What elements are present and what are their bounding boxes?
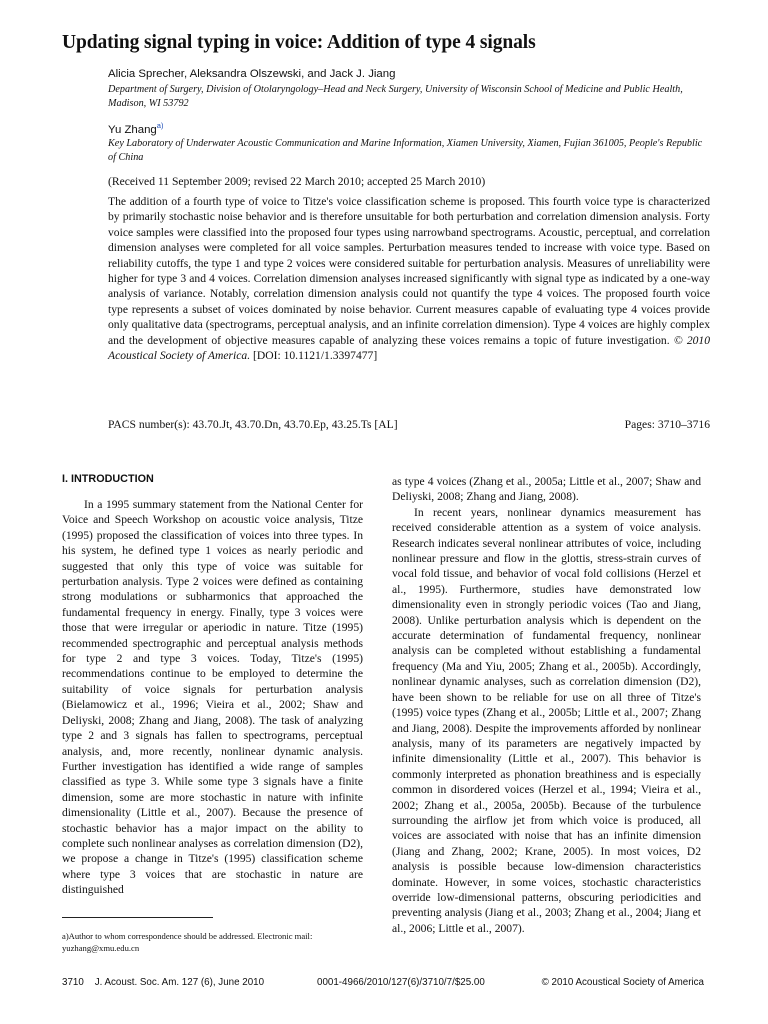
received-dates: (Received 11 September 2009; revised 22 March 2010; accepted 25 March 2010) [108,175,486,188]
paper-title: Updating signal typing in voice: Addition of type 4 signals [62,32,536,53]
affiliation-2: Key Laboratory of Underwater Acoustic Communication and Marine Information, Xiamen University, Xiamen, Fujian 361005, People's Republic of China [108,138,703,163]
authors-group-1: Alicia Sprecher, Aleksandra Olszewski, and Jack J. Jiang [108,68,396,80]
footnote: a)Author to whom correspondence should be addressed. Electronic mail: yuzhang@xmu.edu.cn [62,931,313,954]
pacs-line [108,418,710,431]
abstract-text: The addition of a fourth type of voice to Titze's voice classification scheme is proposed. This fourth voice type is characterized by primarily stochastic noise behavior and is therefore unsuitable for both perturbation and correlation dimension analysis. Forty voice samples were classified into the proposed four types using narrowband spectrograms. Acoustic, perceptual, and correlation dimension analyses were completed for all voice samples. Perturbation measures tended to increase with voice type. Based on reliability cutoffs, the type 1 and type 2 voices were considered suitable for perturbation analysis. Measures of unreliability were higher for type 3 and 4 voices. Correlation dimension analyses increased significantly with signal type as indicated by a one-way analysis of variance. Notably, correlation dimension analysis could not quantify the type 4 voices. The proposed fourth voice type represents a subset of voices dominated by noise behavior. Current measures capable of evaluating type 4 voices provide only qualitative data (spectrograms, perceptual analysis, and an infinite correlation dimension). Type 4 voices are highly complex and the development of objective measures capable of analyzing these voices remains a topic of future investigation. [108,195,710,347]
author-2-footnote-mark[interactable]: a) [156,121,164,130]
footer-journal: J. Acoust. Soc. Am. 127 (6), June 2010 [94,977,265,988]
footnote-divider [62,917,213,918]
paragraph: In recent years, nonlinear dynamics measurement has received considerable attention as a system of voice analysis. Research indicates several nonlinear attributes of voice, including nonlinear pressure and flow in the glottis, stress-strain curves of vocal fold tissue, and behavior of vocal fold collisions (Herzel et al., 1995). Furthermore, studies have demonstrated low dimensionality even in strongly periodic voices (Tao and Jiang, 2008). Unlike perturbation analysis which is dependent on the accurate determination of fundamental frequency, nonlinear analysis can be completed without establishing a fundamental frequency (Ma and Yiu, 2005; Zhang et al., 2005b). Accordingly, nonlinear dynamic analyses, such as correlation dimension (D2), have been shown to be reliable for use on all three of Titze's (1995) voice types (Zhang et al., 2005b; Little et al., 2007; Zhang and Jiang, 2008). Despite the improvements afforded by nonlinear analysis, many of its parameters are negatively impacted by infinite dimensionality (Little et al., 2007). This behavior is commonly interpreted as phonation breathiness and is especially common in disordered voices (Herzel et al., 1994; Vieira et al., 2002; Zhang et al., 2005a, 2005b). Because of the turbulence surrounding the airflow jet from which voice is produced, all voices are associated with noise that has an infinite dimension (Jiang and Zhang, 2002; Krane, 2005). In most voices, D2 analysis is possible because low-dimension characteristics dominate. However, in some voices, stochastic characteristics override low-dimensional patterns, obscuring periodicities and preventing analysis (Jiang et al., 2003; Zhang et al., 2004; Jiang et al., 2006; Little et al., 2007). [392,505,701,935]
author-2-name: Yu Zhang [108,123,157,136]
affiliation-1: Department of Surgery, Division of Otolaryngology–Head and Neck Surgery, University of Wisconsin School of Medicine and Public Health, Madison, WI 53792 [108,84,683,109]
doi[interactable]: [DOI: 10.1121/1.3397477] [253,349,378,363]
column-right [392,474,701,936]
paragraph-continuation: as type 4 voices (Zhang et al., 2005a; Little et al., 2007; Shaw and Deliyski, 2008; Zhang and Jiang, 2008). [392,475,701,504]
section-heading: I. INTRODUCTION [62,473,154,485]
abstract [108,194,710,363]
author-2 [108,121,163,136]
page-range: Pages: 3710–3716 [624,418,710,431]
column-left: In a 1995 summary statement from the National Center for Voice and Speech Workshop on acoustic voice analysis, Titze (1995) proposed the classification of voices into three types. In his system, he defined type 1 voices as nearly periodic and suggested that only this type of voice was suitable for perturbation analysis. Type 2 voices were defined as containing strong modulations or subharmonics that approached the fundamental frequency in energy. Finally, type 3 voices were those that were irregular or aperiodic in nature. Titze (1995) recommended spectrographic and perceptual analysis methods for type 2 and type 3 voices. Today, Titze's (1995) recommendations continue to be employed to determine the suitability of voice signals for perturbation analysis (Bielamowicz et al., 1996; Vieira et al., 2002; Shaw and Deliyski, 2008; Zhang and Jiang, 2008). The task of analyzing type 2 and 3 signals has fallen to spectrograms, perceptual analysis, and, more recently, nonlinear dynamic analysis. Further investigation has identified a wide range of samples classified as type 3. While some type 3 signals have a finite dimension, some are more stochastic in nature with infinite dimensionality (Little et al., 2007). Because the presence of stochastic behavior has a major impact on the ability to complete such nonlinear analyses as correlation dimension (D2), we propose a change in Titze's (1995) classification scheme where type 3 voices that are stochastic in nature are distinguished [62,498,363,897]
copyright-statement: © 2010 Acoustical Society of America. [108,333,711,363]
footer-copyright: © 2010 Acoustical Society of America [541,977,704,988]
footer-page-number: 3710 [62,977,84,988]
pacs-numbers: PACS number(s): 43.70.Jt, 43.70.Dn, 43.70.Ep, 43.25.Ts [AL] [108,418,398,431]
page-footer [62,977,704,988]
footer-code: 0001-4966/2010/127(6)/3710/7/$25.00 [317,977,485,988]
